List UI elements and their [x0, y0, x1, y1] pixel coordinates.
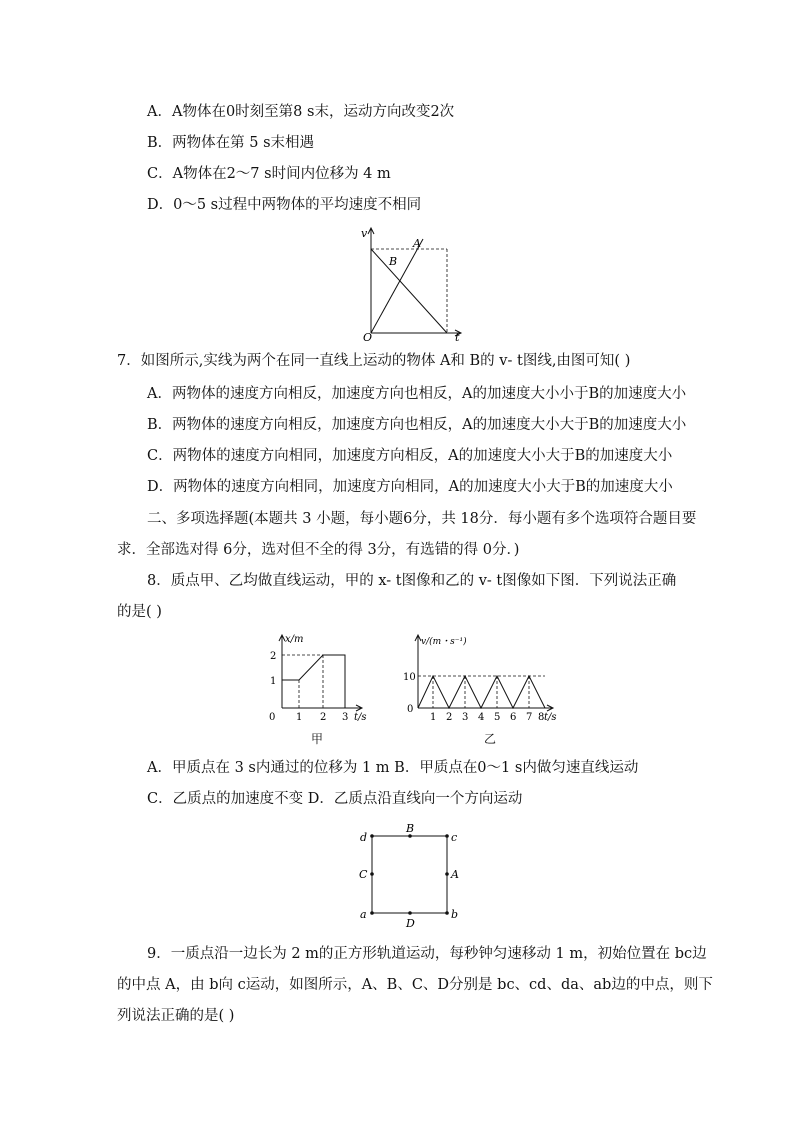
- origin-label: O: [363, 331, 373, 344]
- q8-options-row2: C．乙质点的加速度不变 D．乙质点沿直线向一个方向运动: [147, 791, 523, 807]
- q8-options-row1: A．甲质点在 3 s内通过的位移为 1 m B．甲质点在0～1 s内做匀速直线运动: [147, 760, 639, 776]
- yi-xtick-6: 6: [510, 712, 517, 723]
- q6-option-c: C．A物体在2～7 s时间内位移为 4 m: [147, 166, 391, 182]
- q7-option-d: D．两物体的速度方向相同，加速度方向相同，A的加速度大小大于B的加速度大小: [147, 479, 673, 495]
- q9-line2: 的中点 A，由 b向 c运动，如图所示，A、B、C、D分别是 bc、cd、da、ab边的中点，则下: [117, 977, 713, 993]
- q9-line1: 9．一质点沿一边长为 2 m的正方形轨道运动，每秒钟匀速移动 1 m，初始位置在 bc边: [147, 946, 707, 962]
- yi-ytick-10: 10: [403, 672, 416, 683]
- yi-xtick-5: 5: [494, 712, 501, 723]
- label-b: B: [389, 255, 398, 268]
- vt-graph-ab: [355, 225, 470, 345]
- yi-ytick-0: 0: [407, 704, 414, 715]
- yi-caption: 乙: [484, 732, 497, 746]
- yi-ylabel: v/(m・s⁻¹): [421, 637, 467, 647]
- q7-option-c: C．两物体的速度方向相同，加速度方向相反，A的加速度大小大于B的加速度大小: [147, 448, 673, 464]
- midpoint-d-label: D: [406, 917, 415, 928]
- q6-option-d: D．0～5 s过程中两物体的平均速度不相同: [147, 197, 422, 213]
- jia-caption: 甲: [311, 732, 324, 746]
- midpoint-b-label: B: [406, 822, 415, 835]
- square-track-figure: [354, 822, 464, 928]
- label-a: A: [413, 237, 421, 250]
- corner-b-label: b: [451, 908, 459, 921]
- section2-line1: 二、多项选择题(本题共 3 小题，每小题6分，共 18分．每小题有多个选项符合题目要: [147, 511, 697, 527]
- jia-xtick-0: 0: [269, 712, 276, 723]
- jia-xtick-1: 1: [296, 712, 303, 723]
- yi-xtick-1: 1: [430, 712, 437, 723]
- jia-xtick-2: 2: [320, 712, 327, 723]
- graph-jia: [255, 632, 375, 724]
- corner-d-label: d: [360, 831, 368, 844]
- yi-xlabel: t/s: [544, 712, 557, 723]
- q7-option-a: A．两物体的速度方向相反，加速度方向也相反，A的加速度大小小于B的加速度大小: [147, 386, 687, 402]
- q8-stem-line2: 的是( ): [117, 604, 162, 620]
- corner-a-label: a: [360, 908, 367, 921]
- q6-option-b: B．两物体在第 5 s末相遇: [147, 135, 315, 151]
- midpoint-c-label: C: [359, 868, 368, 881]
- q8-stem-line1: 8．质点甲、乙均做直线运动，甲的 x- t图像和乙的 v- t图像如下图．下列说法正确: [147, 573, 677, 589]
- yi-xtick-3: 3: [462, 712, 469, 723]
- yi-xtick-8: 8: [538, 712, 545, 723]
- yi-xtick-7: 7: [526, 712, 533, 723]
- jia-xtick-3: 3: [342, 712, 349, 723]
- jia-ytick-1: 1: [270, 676, 277, 687]
- q7-stem: 7．如图所示,实线为两个在同一直线上运动的物体 A和 B的 v- t图线,由图可知( ): [117, 353, 631, 369]
- q9-line3: 列说法正确的是( ): [117, 1008, 235, 1024]
- yi-xtick-2: 2: [446, 712, 453, 723]
- corner-c-label: c: [451, 831, 458, 844]
- midpoint-a-label: A: [451, 868, 459, 881]
- q6-option-a: A．A物体在0时刻至第8 s末，运动方向改变2次: [147, 104, 455, 120]
- yi-xtick-4: 4: [478, 712, 485, 723]
- jia-xlabel: t/s: [354, 712, 367, 723]
- axis-t-label: t: [455, 331, 460, 344]
- axis-v-label: v: [361, 227, 368, 240]
- graph-yi: [398, 632, 568, 724]
- jia-ylabel: x/m: [285, 634, 304, 645]
- q7-option-b: B．两物体的速度方向相反，加速度方向也相反，A的加速度大小大于B的加速度大小: [147, 417, 687, 433]
- section2-line2: 求．全部选对得 6分，选对但不全的得 3分，有选错的得 0分．): [117, 542, 520, 558]
- jia-ytick-2: 2: [270, 651, 277, 662]
